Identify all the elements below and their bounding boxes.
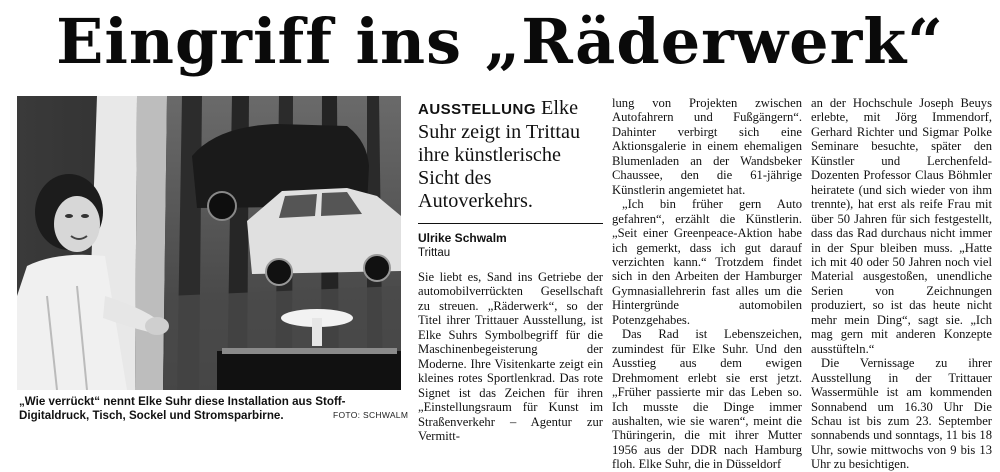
headline: Eingriff ins „Räderwerk“	[56, 5, 944, 78]
divider	[418, 223, 603, 224]
article-column-2	[612, 96, 802, 472]
body-paragraph: Das Rad ist Lebenszeichen, zumindest für Elke Suhr. Und den Ausstieg aus dem ewigen Drehmoment erlebt sie erst jetzt. „Früher passierte mir das Leben so. Ich musste die Dinge immer aushalten, wie sie waren“, meint die Thüringerin, die mit ihrer Mutter 1956 aus der DDR nach Hamburg floh. Elke Suhr, die in Düsseldorf	[612, 327, 802, 472]
article-column-3	[811, 96, 992, 472]
author-name: Ulrike Schwalm	[418, 231, 507, 245]
installation-photo-image	[17, 96, 401, 390]
photo-credit: FOTO: SCHWALM	[333, 410, 409, 420]
article-kicker	[418, 97, 603, 213]
body-paragraph: lung von Projekten zwischen Autofahrern und Fußgängern“. Dahinter verbirgt sich eine Aktionsgalerie in einem ehemaligen Blumenladen an der Wandsbeker Chaussee, den die 61-jährige Künstlerin angemietet hat.	[612, 96, 802, 197]
body-paragraph: Sie liebt es, Sand ins Getriebe der automobilverrückten Gesellschaft zu streuen. „Räderwerk“, so der Titel ihrer Trittauer Ausstellung, ist Elke Suhrs Symbolbegriff für die Maschinenbegeisterung der Moderne. Ihre Visitenkarte zeigt ein kleines rotes Sportlenkrad. Das rote Signet ist das Zeichen für ihren „Einstellungsraum für Kunst im Straßenverkehr – Agentur zur Vermitt-	[418, 270, 603, 443]
body-paragraph: an der Hochschule Joseph Beuys erlebte, mit Jörg Immendorf, Gerhard Richter und Sigmar Polke Seminare besuchte, später den Künstler und Lerchenfeld-Dozenten Professor Claus Böhmler heiratete (und sich wieder von ihm trennte), hat erst als reife Frau mit über 50 Jahren für sich festgestellt, dass das Rad durchaus nicht immer in der Spur bleiben muss. „Hatte ich mit 40 oder 50 Jahren noch viel Material ausgestoßen, unendliche Serien von Zeichnungen produziert, so ist das heute nicht mehr mein Ding“, sagt sie. „Ich mag gern mit anderen Konzepte ausstüfteln.“	[811, 96, 992, 356]
kicker-text: Elke Suhr zeigt in Trittau ihre künstlerische Sicht des Autoverkehrs.	[418, 97, 581, 212]
dateline-place: Trittau	[418, 247, 451, 259]
body-paragraph: Die Vernissage zu ihrer Ausstellung in der Trittauer Wassermühle ist am kommenden Sonnabend um 16.30 Uhr Die Schau ist bis zum 23. September sonnabends und sonntags, 11 bis 18 Uhr, sowie mittwochs von 9 bis 13 Uhr zu besichtigen.	[811, 356, 992, 472]
caption-text: „Wie verrückt“ nennt Elke Suhr diese Installation aus Stoff-Digitaldruck, Tisch, Sockel und Stromsparbirne.	[19, 395, 346, 422]
kicker-keyword: AUSSTELLUNG	[418, 101, 536, 118]
article-column-1	[418, 97, 603, 443]
body-paragraph: „Ich bin früher gern Auto gefahren“, erzählt die Künstlerin. „Seit einer Greenpeace-Aktion habe ich gemerkt, dass ich gut darauf verzichten kann.“ Trotzdem findet sich in den Arbeiten der Hamburger Gymnasiallehrerin fast alles um die Hintergründe automobilen Potenzgehabes.	[612, 197, 802, 327]
article-photo	[17, 96, 401, 390]
